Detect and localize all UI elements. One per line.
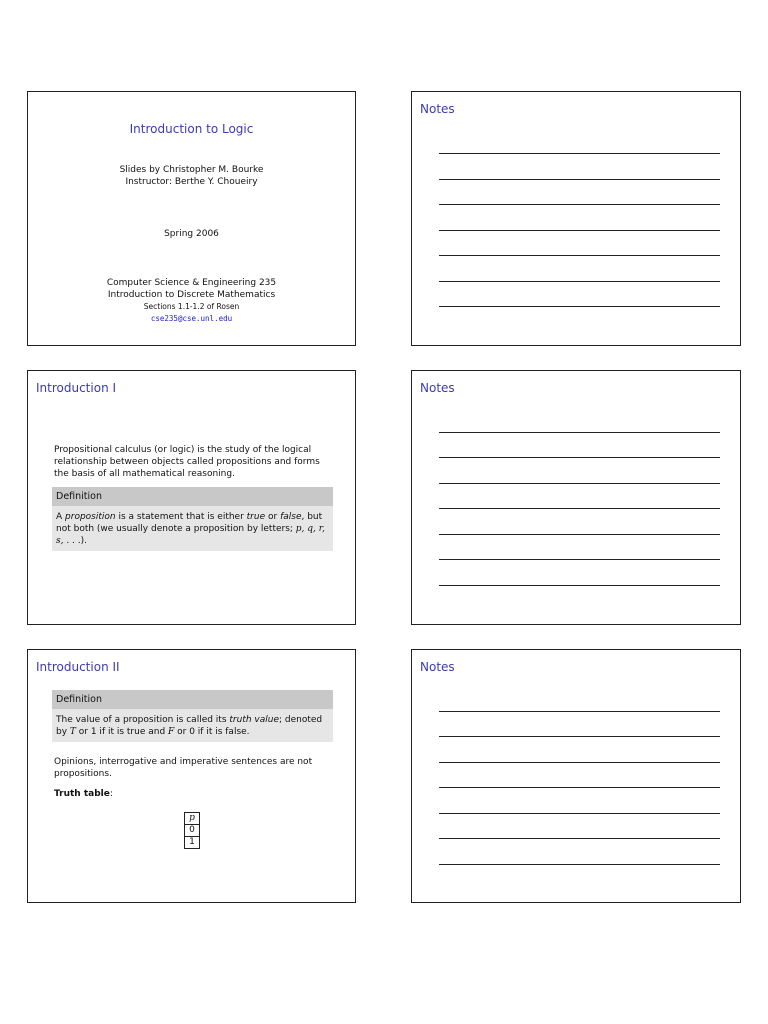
notes-line (439, 736, 720, 737)
notes-line (439, 559, 720, 560)
slide-date: Spring 2006 (164, 229, 219, 239)
notes-line (439, 711, 720, 712)
notes-line (439, 306, 720, 307)
definition-body: A proposition is a statement that is either true or false, but not both (we usually denote a proposition by letters; p, q, r, s, . . .). (56, 512, 325, 546)
author-line: Slides by Christopher M. Bourke (119, 165, 264, 175)
intro-paragraph: Propositional calculus (or logic) is the study of the logical relationship between objects called propositions and forms the basis of all mathematical reasoning. (54, 445, 320, 479)
course-name: Computer Science & Engineering 235 (106, 278, 277, 288)
truth-table-header: p (185, 813, 200, 825)
slide-heading: Introduction II (36, 660, 120, 674)
truth-table-cell: 0 (185, 825, 200, 837)
notes-line (439, 179, 720, 180)
notes-line (439, 281, 720, 282)
notes-line (439, 864, 720, 865)
notes-line (439, 787, 720, 788)
definition-block (52, 487, 333, 551)
notes-line (439, 230, 720, 231)
definition-title: Definition (52, 690, 333, 709)
notes-line (439, 432, 720, 433)
slide-introduction-1 (27, 370, 356, 625)
notes-line (439, 762, 720, 763)
course-subtitle: Introduction to Discrete Mathematics (107, 290, 276, 300)
definition-block (52, 690, 333, 742)
notes-line (439, 457, 720, 458)
notes-line (439, 534, 720, 535)
notes-panel (411, 91, 741, 346)
slide-heading: Introduction I (36, 381, 117, 395)
slide-title (27, 91, 356, 346)
notes-line (439, 508, 720, 509)
notes-title: Notes (420, 381, 455, 395)
notes-title: Notes (420, 660, 455, 674)
definition-title: Definition (52, 487, 333, 506)
course-sections: Sections 1.1-1.2 of Rosen (143, 302, 240, 311)
notes-line (439, 153, 720, 154)
notes-line (439, 204, 720, 205)
notes-panel (411, 370, 741, 625)
truth-table-label: Truth table: (54, 789, 113, 799)
instructor-line: Instructor: Berthe Y. Choueiry (125, 177, 258, 187)
slide-title-heading: Introduction to Logic (129, 122, 254, 136)
definition-body: The value of a proposition is called its truth value; denoted by T or 1 if it is true and F or 0 if it is false. (56, 715, 323, 737)
notes-line (439, 813, 720, 814)
notes-line (439, 838, 720, 839)
notes-line (439, 483, 720, 484)
notes-line (439, 255, 720, 256)
slide-authors (28, 164, 355, 188)
propositions-note: Opinions, interrogative and imperative sentences are not propositions. (54, 757, 313, 779)
notes-panel (411, 649, 741, 903)
truth-table-cell: 1 (185, 837, 200, 849)
slide-introduction-2 (27, 649, 356, 903)
course-info (28, 277, 355, 325)
course-email-link[interactable]: cse235@cse.unl.edu (150, 314, 233, 323)
notes-line (439, 585, 720, 586)
truth-table (184, 812, 200, 849)
notes-title: Notes (420, 102, 455, 116)
